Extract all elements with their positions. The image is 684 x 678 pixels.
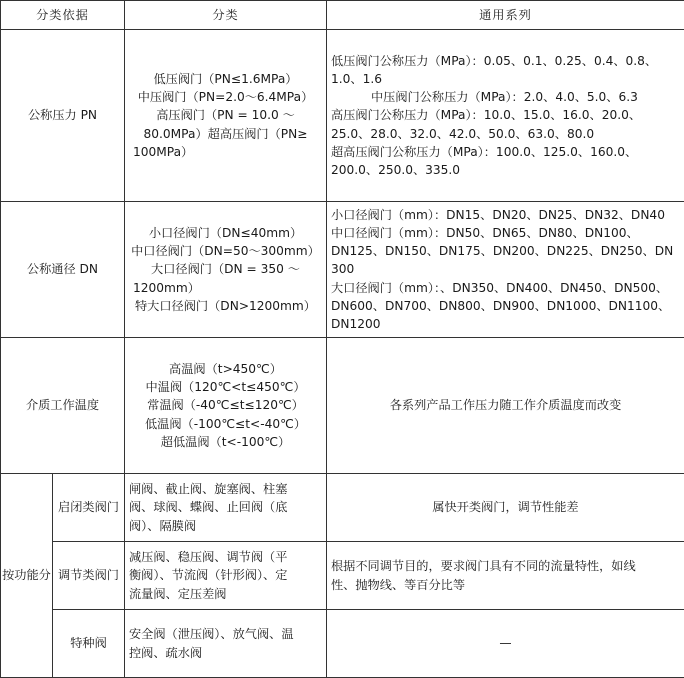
series-line: 超高压阀门公称压力（MPa）：100.0、125.0、160.0、 <box>331 143 680 161</box>
series-cell: 各系列产品工作压力随工作介质温度而改变 <box>327 338 684 474</box>
category-line: 安全阀（泄压阀）、放气阀、温 <box>129 625 322 643</box>
header-series: 通用系列 <box>327 1 684 30</box>
header-basis: 分类依据 <box>1 1 125 30</box>
series-line: 根据不同调节目的，要求阀门具有不同的流量特性，如线 <box>331 557 680 575</box>
category-cell <box>125 542 327 610</box>
category-line: 中温阀（120℃<t≤450℃） <box>129 378 322 396</box>
category-line: 减压阀、稳压阀、调节阀（平 <box>129 548 322 566</box>
category-line: 闸阀、截止阀、旋塞阀、柱塞 <box>129 480 322 498</box>
category-line: 流量阀、定压差阀 <box>129 585 322 603</box>
category-line: 低温阀（-100℃≤t<-40℃） <box>129 415 322 433</box>
header-row <box>1 1 684 30</box>
table-row <box>1 542 684 610</box>
basis-cell: 公称压力 PN <box>1 30 125 202</box>
category-line: 1200mm） <box>129 279 322 297</box>
category-line: 高压阀门（PN = 10.0 ～ <box>129 106 322 124</box>
category-cell <box>125 202 327 338</box>
category-line: 控阀、疏水阀 <box>129 644 322 662</box>
category-line: 超低温阀（t<-100℃） <box>129 433 322 451</box>
category-line: 中压阀门（PN=2.0～6.4MPa） <box>129 88 322 106</box>
header-category: 分类 <box>125 1 327 30</box>
category-line: 常温阀（-40℃≤t≤120℃） <box>129 396 322 414</box>
series-line: 中口径阀门（mm）：DN50、DN65、DN80、DN100、 <box>331 224 680 242</box>
basis-cell: 按功能分 <box>1 474 53 678</box>
series-line: 性、抛物线、等百分比等 <box>331 576 680 594</box>
series-line: DN1200 <box>331 315 680 333</box>
category-cell <box>125 474 327 542</box>
category-line: 阀）、隔膜阀 <box>129 517 322 535</box>
category-line: 80.0MPa）超高压阀门（PN≥ <box>129 125 322 143</box>
series-line: 大口径阀门（mm）：、DN350、DN400、DN450、DN500、 <box>331 279 680 297</box>
category-line: 特大口径阀门（DN>1200mm） <box>129 297 322 315</box>
category-line: 大口径阀门（DN = 350 ～ <box>129 260 322 278</box>
table-row <box>1 474 684 542</box>
table-row <box>1 30 684 202</box>
series-line: DN125、DN150、DN175、DN200、DN225、DN250、DN300 <box>331 242 680 278</box>
series-line: 小口径阀门（mm）：DN15、DN20、DN25、DN32、DN40 <box>331 206 680 224</box>
sub-basis-cell: 调节类阀门 <box>53 542 125 610</box>
series-line: 低压阀门公称压力（MPa）：0.05、0.1、0.25、0.4、0.8、 <box>331 52 680 70</box>
category-line: 100MPa） <box>129 143 322 161</box>
category-line: 高温阀（t>450℃） <box>129 360 322 378</box>
category-line: 衡阀）、节流阀（针形阀）、定 <box>129 566 322 584</box>
category-cell <box>125 30 327 202</box>
sub-basis-cell: 特种阀 <box>53 610 125 678</box>
category-line: 小口径阀门（DN≤40mm） <box>129 224 322 242</box>
series-line: 高压阀门公称压力（MPa）：10.0、15.0、16.0、20.0、 <box>331 106 680 124</box>
series-line: 200.0、250.0、335.0 <box>331 161 680 179</box>
category-cell <box>125 610 327 678</box>
category-cell <box>125 338 327 474</box>
basis-cell: 公称通径 DN <box>1 202 125 338</box>
series-cell <box>327 30 684 202</box>
series-cell: — <box>327 610 684 678</box>
series-line: DN600、DN700、DN800、DN900、DN1000、DN1100、 <box>331 297 680 315</box>
series-line: 1.0、1.6 <box>331 70 680 88</box>
table-row <box>1 610 684 678</box>
category-line: 低压阀门（PN≤1.6MPa） <box>129 70 322 88</box>
table-row <box>1 338 684 474</box>
series-cell <box>327 542 684 610</box>
sub-basis-cell: 启闭类阀门 <box>53 474 125 542</box>
basis-cell: 介质工作温度 <box>1 338 125 474</box>
category-line: 阀、球阀、蝶阀、止回阀（底 <box>129 498 322 516</box>
table-row <box>1 202 684 338</box>
category-line: 中口径阀门（DN=50～300mm） <box>129 242 322 260</box>
series-cell: 属快开类阀门，调节性能差 <box>327 474 684 542</box>
series-line: 25.0、28.0、32.0、42.0、50.0、63.0、80.0 <box>331 125 680 143</box>
series-line: 中压阀门公称压力（MPa）：2.0、4.0、5.0、6.3 <box>331 88 680 106</box>
series-cell <box>327 202 684 338</box>
